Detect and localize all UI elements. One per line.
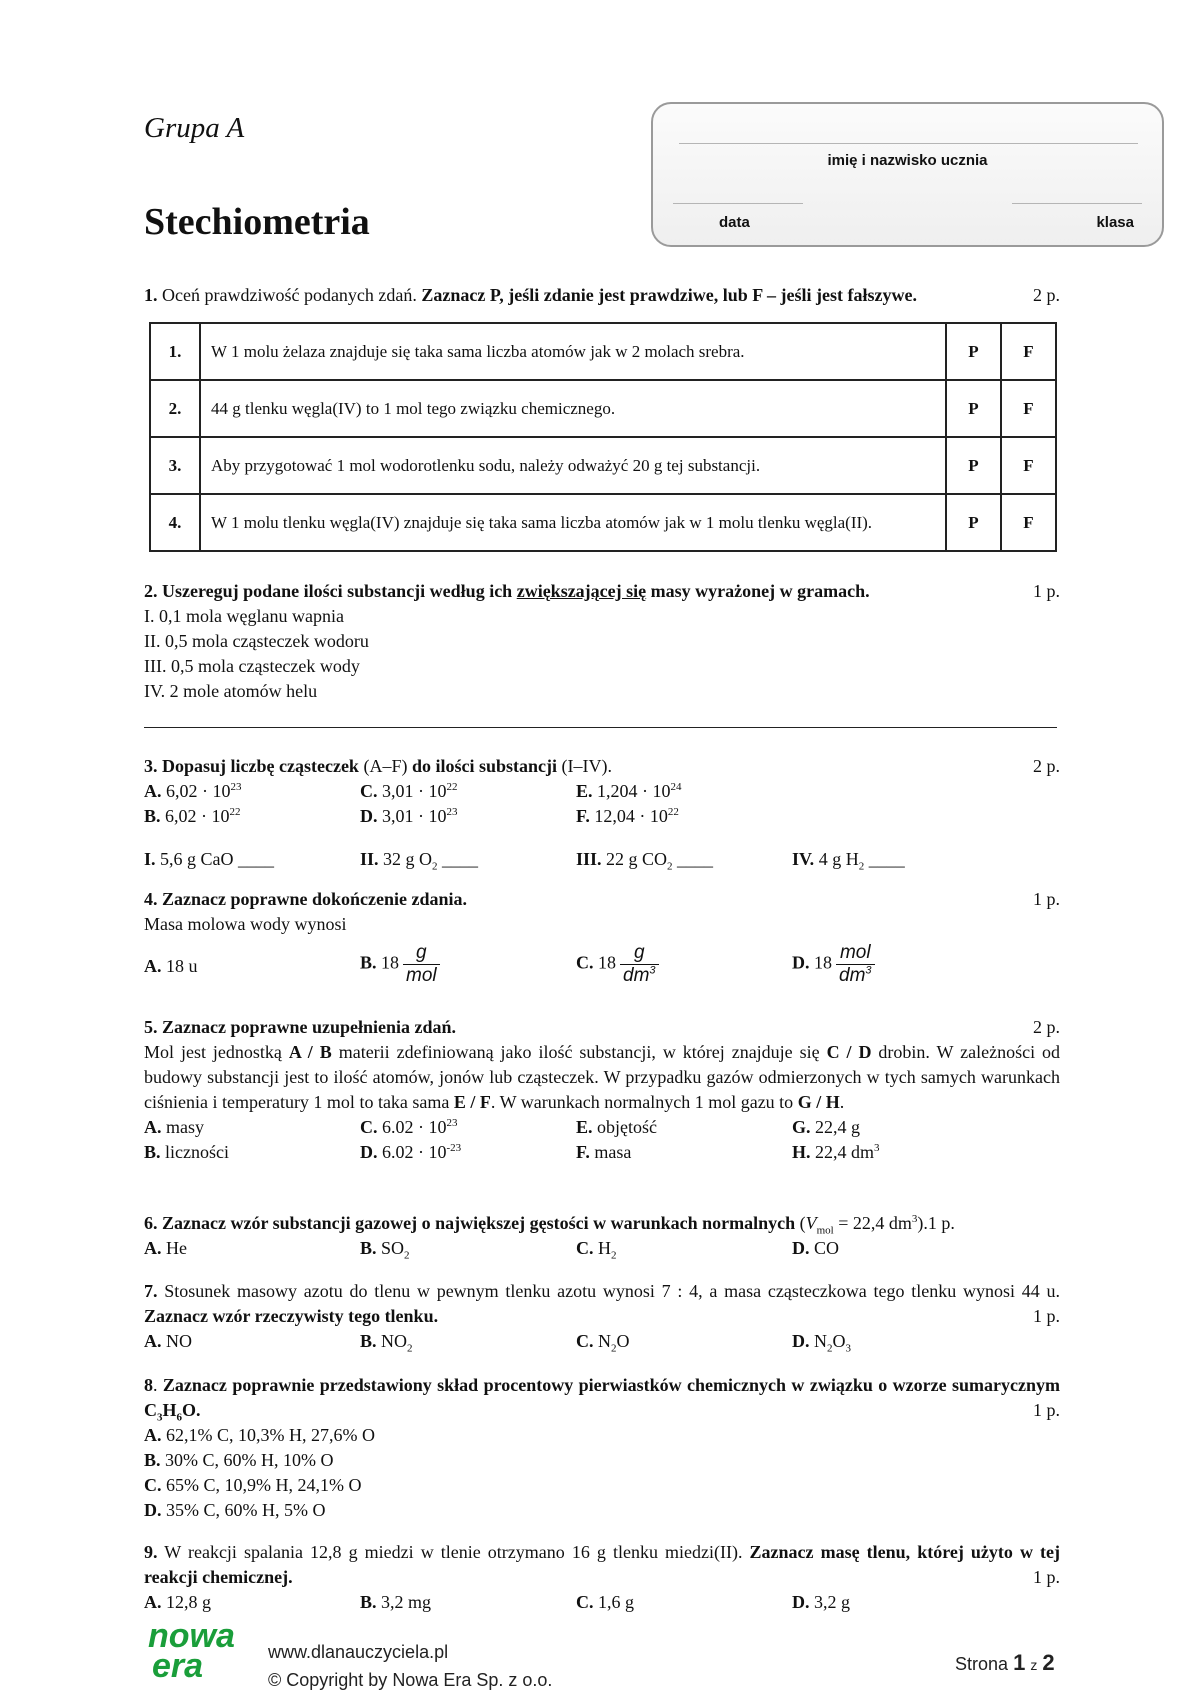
q9-option-b[interactable] <box>360 1590 431 1615</box>
exponent: 3 <box>874 1142 880 1154</box>
page-total: 2 <box>1042 1650 1055 1675</box>
option-label: B. <box>144 1450 161 1470</box>
numerator: g <box>416 942 427 963</box>
condition-value: = 22,4 dm <box>833 1213 912 1233</box>
q7-instruction: Zaznacz wzór rzeczywisty tego tlenku. <box>144 1306 439 1326</box>
option-value: 62,1% C, 10,3% H, 27,6% O <box>166 1425 375 1445</box>
q5-choice-ef[interactable]: E / F <box>453 1092 491 1112</box>
option-value: 65% C, 10,9% H, 24,1% O <box>166 1475 362 1495</box>
question-9 <box>144 1540 1060 1615</box>
option-label: D. <box>144 1500 162 1520</box>
q2-points: 1 p. <box>1033 581 1060 601</box>
denominator <box>836 964 875 987</box>
q4-option-b[interactable] <box>360 942 440 987</box>
q4-header <box>144 887 1060 912</box>
unit: dm <box>839 965 866 986</box>
false-option[interactable]: F <box>1001 323 1056 380</box>
q3-substance-iv[interactable] <box>792 847 905 872</box>
q8-option-c[interactable] <box>144 1473 1060 1498</box>
row-number: 3. <box>150 437 200 494</box>
option-value: liczności <box>165 1142 229 1162</box>
option-value: masy <box>166 1117 204 1137</box>
substance-text: 32 g O <box>383 849 433 869</box>
option-value: 1,204 · 10 <box>597 781 671 801</box>
q5-option-e[interactable] <box>576 1115 657 1140</box>
q7-text <box>144 1279 1060 1329</box>
row-number: 4. <box>150 494 200 551</box>
option-label: A. <box>144 1238 162 1258</box>
q9-option-c[interactable] <box>576 1590 634 1615</box>
substance-text: 4 g H <box>818 849 859 869</box>
option-label: A. <box>144 781 162 801</box>
q5-text-3: drobin. W zależności od budowy substancji jest to ilość atomów, jonów lub cząsteczek. W przypadku gazów odmierzonych w tych samych warunkach ciśnienia i temperatury 1 mol to taka sama <box>144 1042 1061 1112</box>
option-value: N <box>598 1331 611 1351</box>
q3-substance-iii[interactable] <box>576 847 713 872</box>
q5-options-row-2 <box>144 1140 1060 1165</box>
logo-bottom-word: era <box>152 1647 204 1685</box>
statement: 44 g tlenku węgla(IV) to 1 mol tego związku chemicznego. <box>200 380 946 437</box>
exponent: 22 <box>229 806 241 818</box>
q3-header <box>144 754 1060 779</box>
q4-points: 1 p. <box>1033 889 1060 909</box>
option-value: 35% C, 60% H, 5% O <box>166 1500 326 1520</box>
option-value: 1,6 g <box>598 1592 634 1612</box>
option-value: 18 <box>381 952 400 973</box>
question-3 <box>144 754 1060 872</box>
paren-open: ( <box>799 1213 806 1233</box>
student-info-box <box>651 102 1164 247</box>
option-value: 3,2 mg <box>381 1592 432 1612</box>
q3-option-d[interactable] <box>360 804 458 829</box>
list-item: IV. 2 mole atomów helu <box>144 681 318 701</box>
option-value: 6,02 · 10 <box>165 806 230 826</box>
q3-option-f[interactable] <box>576 804 679 829</box>
true-option[interactable]: P <box>946 437 1001 494</box>
option-label: B. <box>360 1238 377 1258</box>
q3-points: 2 p. <box>1033 756 1060 776</box>
q9-body: W reakcji spalania 12,8 g miedzi w tlenie otrzymano 16 g tlenku miedzi(II). <box>164 1542 743 1562</box>
option-label: A. <box>144 1592 162 1612</box>
fraction <box>836 942 875 987</box>
q7-options <box>144 1329 1060 1354</box>
q1-instruction: Zaznacz P, jeśli zdanie jest prawdziwe, lub F – jeśli jest fałszywe. <box>421 285 917 305</box>
footer-copyright: © Copyright by Nowa Era Sp. z o.o. <box>268 1670 553 1690</box>
q9-points: 1 p. <box>1033 1567 1060 1587</box>
q5-text-5: . <box>839 1092 845 1112</box>
q7-number: 7. <box>144 1281 158 1301</box>
q4-option-d[interactable] <box>792 942 875 987</box>
option-value: He <box>166 1238 187 1258</box>
page-number <box>955 1650 1055 1676</box>
question-6 <box>144 1211 1060 1261</box>
q6-option-b[interactable] <box>360 1236 410 1261</box>
option-value: 3,01 · 10 <box>382 781 447 801</box>
q5-number: 5. <box>144 1017 158 1037</box>
option-value: 12,04 · 10 <box>594 806 668 826</box>
option-label: C. <box>576 1238 594 1258</box>
option-value: NO <box>166 1331 192 1351</box>
q3-option-c[interactable] <box>360 779 458 804</box>
q3-text-a: Dopasuj liczbę cząsteczek <box>162 756 359 776</box>
statement: W 1 molu żelaza znajduje się taka sama liczba atomów jak w 2 molach srebra. <box>200 323 946 380</box>
v-subscript: mol <box>816 1224 834 1237</box>
element-h: H <box>162 1400 177 1420</box>
q6-option-d[interactable] <box>792 1236 839 1261</box>
row-number: 1. <box>150 323 200 380</box>
q3-text-d: (I–IV). <box>561 756 612 776</box>
question-1-header <box>144 283 1060 308</box>
q8-option-d[interactable] <box>144 1498 1060 1523</box>
footer-url[interactable]: www.dlanauczyciela.pl <box>268 1642 449 1662</box>
q9-instruction: Zaznacz masę tlenu, której użyto w tej reakcji chemicznej. <box>144 1542 1060 1587</box>
subscript: 2 <box>407 1342 413 1355</box>
option-label: G. <box>792 1117 811 1137</box>
statement: Aby przygotować 1 mol wodorotlenku sodu, należy odważyć 20 g tej substancji. <box>200 437 946 494</box>
group-label: Grupa A <box>144 112 245 144</box>
exponent: 3 <box>649 964 656 977</box>
q6-points: 1 p. <box>927 1213 955 1233</box>
subscript: 6 <box>176 1411 183 1424</box>
q4-stem: Masa molowa wody wynosi <box>144 914 347 934</box>
q8-dot: . <box>153 1375 158 1395</box>
q5-text-4: . W warunkach normalnych 1 mol gazu to <box>490 1092 794 1112</box>
list-item: III. 0,5 mola cząsteczek wody <box>144 656 360 676</box>
question-2 <box>144 579 1060 704</box>
false-option[interactable]: F <box>1001 380 1056 437</box>
denominator: mol <box>403 964 440 987</box>
q7-body: Stosunek masowy azotu do tlenu w pewnym tlenku azotu wynosi 7 : 4, a masa cząsteczkowa tego tlenku wynosi 44 u. <box>164 1281 1061 1301</box>
option-value: 6,02 · 10 <box>166 781 231 801</box>
q6-option-a[interactable] <box>144 1236 187 1261</box>
q7-option-d[interactable] <box>792 1329 851 1354</box>
denominator <box>620 964 659 987</box>
option-label: F. <box>576 806 590 826</box>
exponent: 23 <box>446 1117 458 1129</box>
q6-header <box>144 1211 1060 1236</box>
q6-condition <box>799 1213 928 1237</box>
q6-number: 6. <box>144 1213 158 1233</box>
q8-instruction <box>144 1375 1061 1424</box>
q3-text-b: (A–F) <box>363 756 408 776</box>
list-item: II. 0,5 mola cząsteczek wodoru <box>144 631 369 651</box>
option-value: 3,01 · 10 <box>382 806 447 826</box>
q7-points: 1 p. <box>1033 1306 1060 1326</box>
subscript: 2 <box>404 1249 410 1262</box>
q2-number: 2. <box>144 581 158 601</box>
page-of: z <box>1030 1657 1038 1673</box>
q5-option-g[interactable] <box>792 1115 860 1140</box>
option-value: N <box>814 1331 827 1351</box>
option-label: F. <box>576 1142 590 1162</box>
substance-text: 5,6 g CaO ____ <box>160 849 275 869</box>
subscript: 2 <box>611 1249 617 1262</box>
nowa-era-logo <box>148 1617 235 1685</box>
date-line[interactable] <box>673 203 803 204</box>
table-row <box>150 380 1056 437</box>
option-value: 6.02 · 10 <box>382 1117 447 1137</box>
option-value: 18 <box>814 952 832 973</box>
q4-number: 4. <box>144 889 158 909</box>
exponent: 22 <box>446 781 458 793</box>
true-option[interactable]: P <box>946 494 1001 551</box>
q4-options <box>144 942 1060 996</box>
exponent: 23 <box>446 806 458 818</box>
footer-info <box>268 1638 552 1694</box>
question-5 <box>144 1015 1060 1165</box>
subscript: 2 <box>667 860 673 873</box>
substance-label: III. <box>576 849 602 869</box>
q5-text-2: materii zdefiniowaną jako ilość substancji, w której znajduje się <box>338 1042 820 1062</box>
true-option[interactable]: P <box>946 323 1001 380</box>
option-value: H <box>598 1238 611 1258</box>
table-row <box>150 437 1056 494</box>
list-item: I. 0,1 mola węglanu wapnia <box>144 606 344 626</box>
q3-text-c: do ilości substancji <box>411 756 557 776</box>
question-8 <box>144 1373 1060 1523</box>
option-value-mid: O <box>832 1331 846 1351</box>
q5-option-h[interactable] <box>792 1140 880 1165</box>
page-current: 1 <box>1013 1650 1026 1675</box>
q5-points: 2 p. <box>1033 1017 1060 1037</box>
q5-choice-cd[interactable]: C / D <box>826 1042 872 1062</box>
class-label: klasa <box>1096 214 1134 231</box>
false-option[interactable]: F <box>1001 494 1056 551</box>
q9-number: 9. <box>144 1542 158 1562</box>
option-value: 12,8 g <box>166 1592 211 1612</box>
q5-paragraph <box>144 1040 1060 1115</box>
option-value: SO <box>381 1238 405 1258</box>
subscript: 2 <box>432 860 438 873</box>
substance-label: I. <box>144 849 156 869</box>
option-label: D. <box>792 1238 810 1258</box>
option-label: B. <box>360 1592 377 1612</box>
q3-option-e[interactable] <box>576 779 682 804</box>
q3-number: 3. <box>144 756 158 776</box>
q7-option-a[interactable] <box>144 1329 192 1354</box>
option-label: B. <box>360 952 377 973</box>
exponent: -23 <box>446 1142 462 1154</box>
option-value: 18 u <box>166 956 198 976</box>
q4-option-a[interactable] <box>144 956 198 977</box>
q9-option-d[interactable] <box>792 1590 850 1615</box>
substance-label: IV. <box>792 849 815 869</box>
exponent: 23 <box>230 781 242 793</box>
option-label: A. <box>144 1331 162 1351</box>
name-line[interactable] <box>679 143 1138 144</box>
q5-choice-ab[interactable]: A / B <box>288 1042 332 1062</box>
option-label: C. <box>360 1117 378 1137</box>
q4-option-c[interactable] <box>576 942 659 987</box>
q5-choice-gh[interactable]: G / H <box>797 1092 840 1112</box>
statement: W 1 molu tlenku węgla(IV) znajduje się taka sama liczba atomów jak w 1 molu tlenku węgla(II). <box>200 494 946 551</box>
subscript: 2 <box>858 860 865 873</box>
class-line[interactable] <box>1012 203 1142 204</box>
option-label: D. <box>360 1142 378 1162</box>
q9-options <box>144 1590 1060 1615</box>
element-o: O. <box>182 1400 201 1420</box>
q5-options-row-1 <box>144 1115 1060 1140</box>
name-label: imię i nazwisko ucznia <box>827 152 988 169</box>
option-value: 6.02 · 10 <box>382 1142 447 1162</box>
q5-option-d[interactable] <box>360 1140 461 1165</box>
q8-text <box>144 1373 1060 1423</box>
q3-option-a[interactable] <box>144 779 242 804</box>
option-value: CO <box>814 1238 840 1258</box>
q2-underlined: zwiększającej się <box>516 581 647 601</box>
option-label: D. <box>792 1592 810 1612</box>
unit: dm <box>623 965 650 986</box>
table-row <box>150 323 1056 380</box>
q5-option-f[interactable] <box>576 1140 631 1165</box>
substance-text: 22 g CO <box>606 849 668 869</box>
false-option[interactable]: F <box>1001 437 1056 494</box>
option-value: NO <box>381 1331 408 1351</box>
q7-option-c[interactable] <box>576 1329 630 1354</box>
subscript: 3 <box>157 1411 163 1424</box>
date-label: data <box>719 214 750 231</box>
q3-substance-i[interactable] <box>144 847 274 872</box>
option-label: D. <box>792 952 810 973</box>
option-label: C. <box>576 952 594 973</box>
q5-option-c[interactable] <box>360 1115 458 1140</box>
v-symbol: V <box>805 1213 817 1233</box>
option-label: E. <box>576 781 593 801</box>
q9-text <box>144 1540 1060 1590</box>
q5-option-b[interactable] <box>144 1140 229 1165</box>
option-label: H. <box>792 1142 811 1162</box>
paren-close: ). <box>917 1213 928 1233</box>
option-label: A. <box>144 1117 162 1137</box>
option-label: C. <box>576 1592 594 1612</box>
question-4 <box>144 887 1060 937</box>
option-label: B. <box>144 1142 161 1162</box>
option-label: A. <box>144 1425 162 1445</box>
q8-number: 8 <box>144 1375 153 1395</box>
option-label: A. <box>144 956 162 976</box>
option-value: masa <box>594 1142 632 1162</box>
q8-points: 1 p. <box>1033 1400 1060 1420</box>
q5-header <box>144 1015 1060 1040</box>
q2-header <box>144 579 1060 604</box>
option-value: 30% C, 60% H, 10% O <box>165 1450 334 1470</box>
q8-body: Zaznacz poprawnie przedstawiony skład procentowy pierwiastków chemicznych w związku o wzorze sumarycznym C <box>144 1375 1061 1420</box>
option-label: D. <box>792 1331 810 1351</box>
q5-option-a[interactable] <box>144 1115 204 1140</box>
option-label: B. <box>360 1331 377 1351</box>
row-number: 2. <box>150 380 200 437</box>
answer-blank: ____ <box>864 849 905 869</box>
q3-option-b[interactable] <box>144 804 241 829</box>
option-label: E. <box>576 1117 593 1137</box>
q1-number: 1. <box>144 285 158 305</box>
q8-option-b[interactable] <box>144 1448 1060 1473</box>
option-value-end: O <box>616 1331 630 1351</box>
page-title: Stechiometria <box>144 201 370 243</box>
q4-title: Zaznacz poprawne dokończenie zdania. <box>162 889 468 909</box>
q7-option-b[interactable] <box>360 1329 413 1354</box>
fraction <box>403 942 440 987</box>
option-label: C. <box>360 781 378 801</box>
subscript: 2 <box>827 1342 833 1355</box>
q8-option-a[interactable] <box>144 1423 1060 1448</box>
fraction <box>620 942 659 987</box>
answer-blank: ____ <box>437 849 479 869</box>
option-label: B. <box>144 806 161 826</box>
exponent: 3 <box>865 964 872 977</box>
q1-points: 2 p. <box>1033 285 1060 305</box>
q3-options-row-2 <box>144 804 1060 829</box>
q6-title: Zaznacz wzór substancji gazowej o największej gęstości w warunkach normalnych <box>162 1213 796 1233</box>
option-label: D. <box>360 806 378 826</box>
substance-label: II. <box>360 849 379 869</box>
subscript: 2 <box>611 1342 617 1355</box>
option-value: 3,2 g <box>814 1592 850 1612</box>
q3-substance-ii[interactable] <box>360 847 478 872</box>
option-label: C. <box>576 1331 594 1351</box>
exponent: 3 <box>911 1213 918 1225</box>
numerator: g <box>633 942 645 963</box>
q6-options <box>144 1236 1060 1261</box>
logo-top-word: nowa <box>148 1617 235 1655</box>
numerator: mol <box>839 942 871 963</box>
answer-blank: ____ <box>672 849 714 869</box>
q3-options-row-1 <box>144 779 1060 804</box>
q9-option-a[interactable] <box>144 1590 211 1615</box>
exponent: 22 <box>667 806 679 818</box>
option-value: 22,4 g <box>815 1117 861 1137</box>
q3-substances-row <box>144 847 1060 872</box>
exponent: 24 <box>670 781 682 793</box>
option-value: 22,4 dm <box>815 1142 875 1162</box>
q1-intro: Oceń prawdziwość podanych zdań. <box>162 285 417 305</box>
option-label: C. <box>144 1475 162 1495</box>
option-value: objętość <box>597 1117 658 1137</box>
subscript: 3 <box>845 1342 851 1355</box>
q5-title: Zaznacz poprawne uzupełnienia zdań. <box>162 1017 457 1037</box>
q2-text-b: masy wyrażonej w gramach. <box>650 581 870 601</box>
q2-answer-line[interactable] <box>144 727 1057 728</box>
option-value: 18 <box>598 952 616 973</box>
true-option[interactable]: P <box>946 380 1001 437</box>
q1-true-false-table <box>149 322 1057 552</box>
page-word: Strona <box>955 1654 1009 1674</box>
table-row <box>150 494 1056 551</box>
question-7 <box>144 1279 1060 1354</box>
q6-option-c[interactable] <box>576 1236 617 1261</box>
q2-text-a: Uszereguj podane ilości substancji według ich <box>162 581 513 601</box>
q5-text-1: Mol jest jednostką <box>144 1042 282 1062</box>
